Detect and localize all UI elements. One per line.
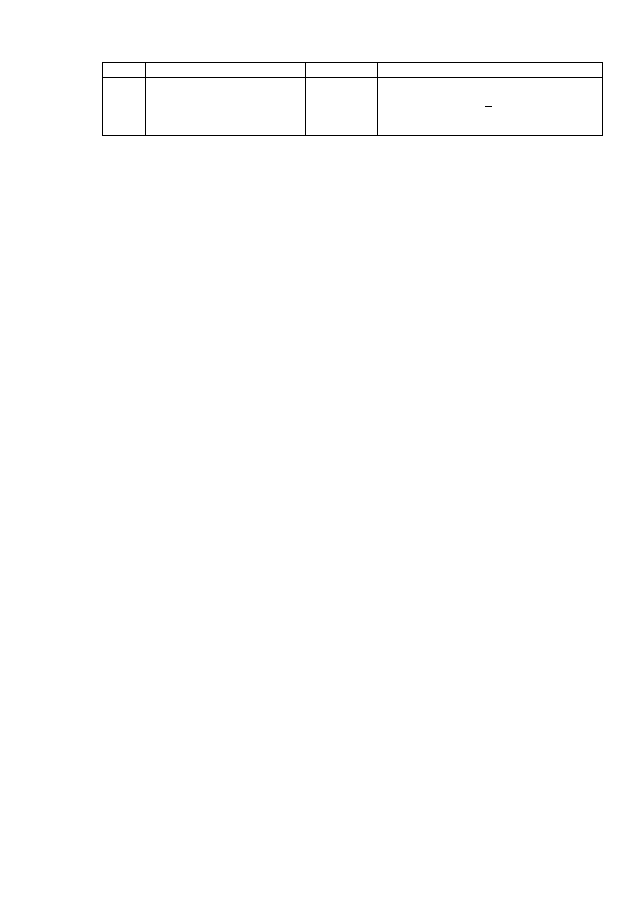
header-col-1 [103, 63, 146, 78]
header-col-3 [306, 63, 378, 78]
header-col-2 [146, 63, 306, 78]
formula-cell [378, 78, 603, 136]
header-col-4 [378, 63, 603, 78]
tariff-table [102, 62, 603, 136]
table-row [103, 78, 603, 136]
formula-fraction [485, 91, 492, 122]
year-cell [306, 78, 378, 136]
header-row [103, 63, 603, 78]
